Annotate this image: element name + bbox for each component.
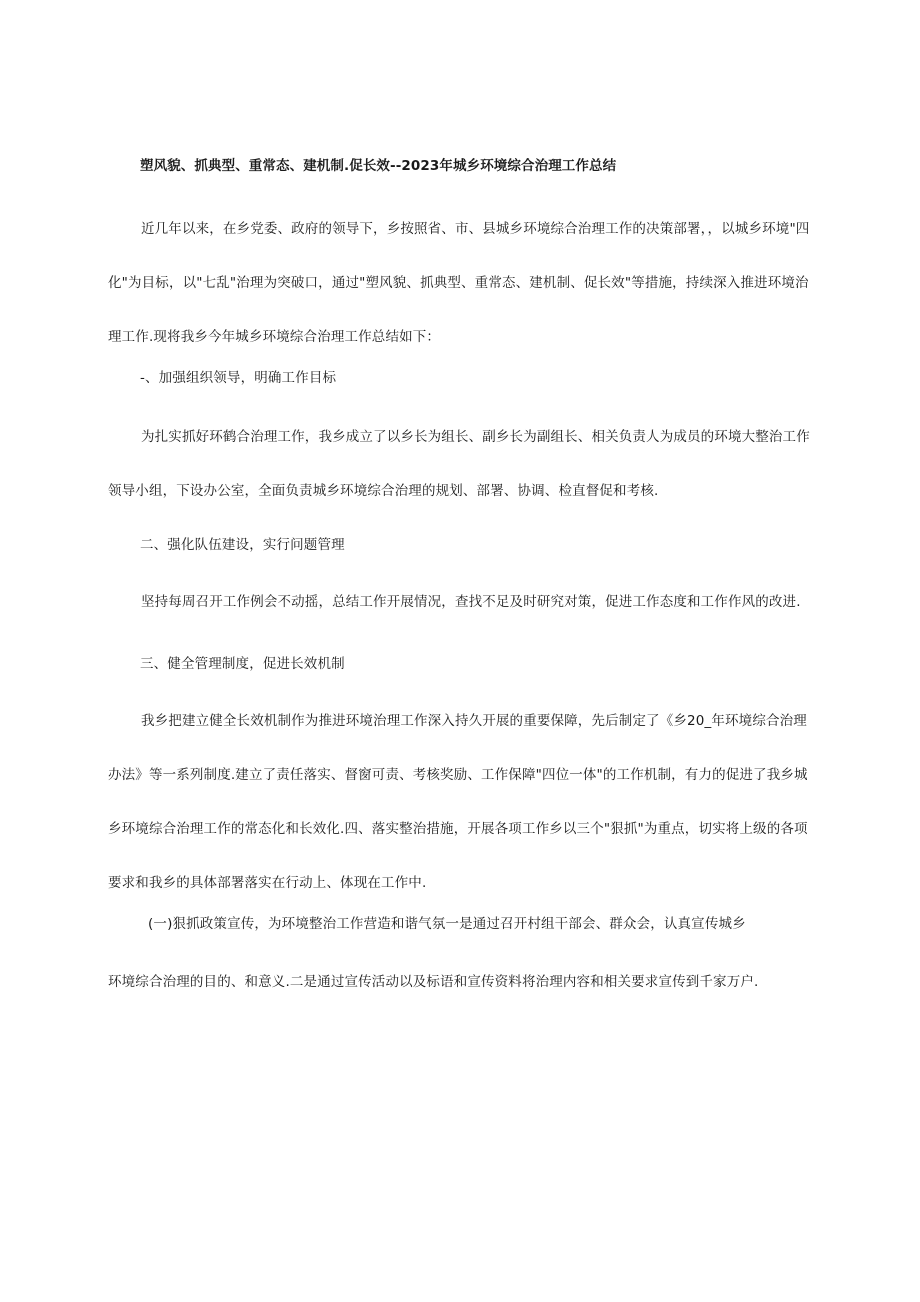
section-body-3: 我乡把建立健全长效机制作为推进环境治理工作深入持久开展的重要保障，先后制定了《乡20_年环境综合治理办法》等一系列制度.建立了责任落实、督窗可责、考核奖励、工作保障"四位一体"的工作机制，有力的促进了我乡城乡环境综合治理工作的常态化和长效化.四、落实整治措施，开展各项工作乡以三个"狠抓"为重点，切实将上级的各项要求和我乡的具体部署落实在行动上、体现在工作中. <box>108 713 808 891</box>
intro-paragraph: 近几年以来，在乡党委、政府的领导下，乡按照省、市、县城乡环境综合治理工作的决策部署，，以城乡环境"四化"为目标，以"七乱"治理为突破口，通过"塑风貌、抓典型、重常态、建机制、促长效"等措施，持续深入推进环境治理工作.现将我乡今年城乡环境综合治理工作总结如下： <box>108 221 810 345</box>
section-body-1: 为扎实抓好环鹤合治理工作，我乡成立了以乡长为组长、副乡长为副组长、相关负责人为成员的环境大整治工作领导小组，下设办公室，全面负责城乡环境综合治理的规划、部署、协调、检直督促和考核. <box>108 429 810 499</box>
item-one-line-2: 环境综合治理的目的、和意义.二是通过宣传活动以及标语和宣传资料将治理内容和相关要求宣传到千家万户. <box>108 974 759 990</box>
document-title: 塑风貌、抓典型、重常态、建机制.促长效--2023年城乡环境综合治理工作总结 <box>140 158 617 174</box>
item-one-line-1: (一)狠抓政策宣传，为环境整治工作营造和谐气氛一是通过召开村组干部会、群众会，认真宣传城乡 <box>148 916 746 932</box>
section-heading-2: 二、强化队伍建设，实行问题管理 <box>140 537 345 553</box>
section-heading-3: 三、健全管理制度，促进长效机制 <box>140 656 345 672</box>
section-heading-1: -、加强组织领导，明确工作目标 <box>140 370 337 386</box>
section-body-2: 坚持每周召开工作例会不动摇，总结工作开展情况，查找不足及时研究对策，促进工作态度和工作作风的改进. <box>141 594 801 610</box>
